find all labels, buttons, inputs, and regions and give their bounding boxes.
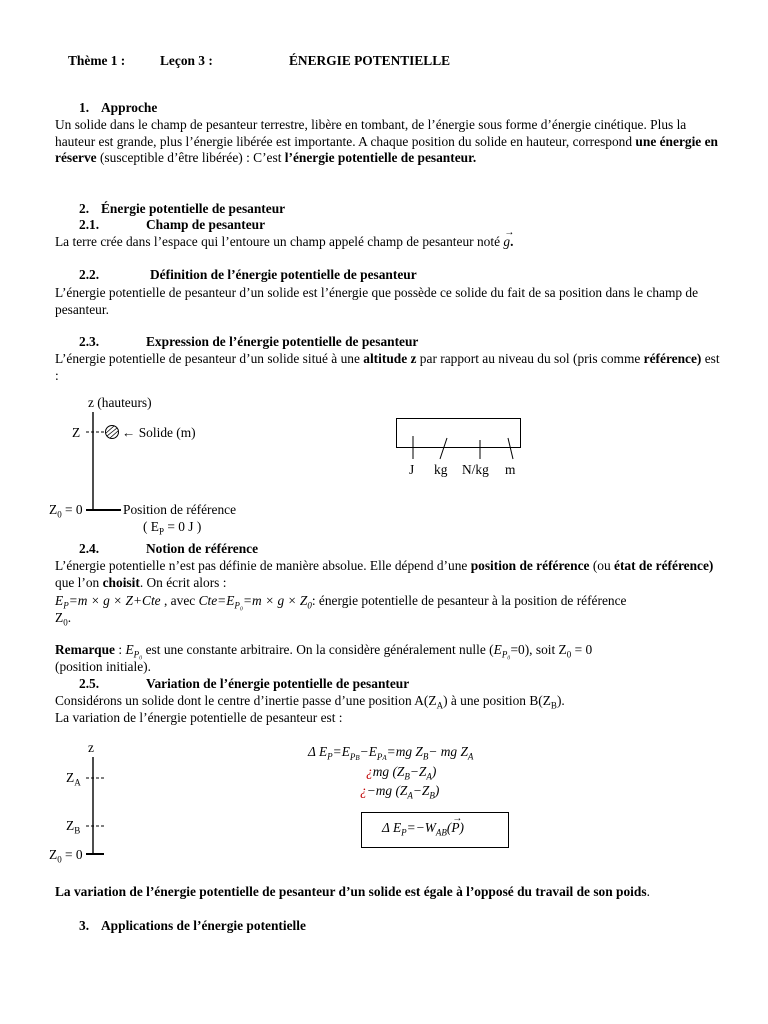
equation-variation-3: ¿−mg $(Z_A-Z_B)$ (360, 783, 440, 801)
result-equation: Δ $E_P=-W_{AB}$( → P) (382, 813, 465, 838)
header-lesson: Leçon 3 : (160, 53, 213, 68)
remark-second-line: (position initiale). (55, 659, 151, 674)
section-2-5-line-1: Considérons un solide dont le centre d’inertie passe d’une position $A(Z_A)$ à une position $B(Z_B)$. (55, 693, 565, 711)
diagram-1-axis-label: z (hauteurs) (88, 395, 152, 410)
section-1-number: 1. (79, 100, 90, 115)
diagram-2-axis-label: z (88, 740, 94, 755)
diagram-2-z0-label: $Z_0 = 0$ (49, 847, 83, 865)
unit-label-m: m (505, 462, 516, 477)
section-2-4-formula-line: $E_P=m \times g \times Z+Cte$ , avec $Cte=E_{P_0}=m \times g \times Z_0$: énergie potentielle de pesanteur à la position de référence (55, 593, 627, 611)
section-2-4-paragraph: L’énergie potentielle n’est pas définie de manière absolue. Elle dépend d’une position de référence (ou état de référence) que l’on choisit. On écrit alors : (55, 558, 714, 590)
section-2-1-text: La terre crée dans l’espace qui l’entoure un champ appelé champ de pesanteur noté → g. (55, 227, 515, 249)
p-vector-symbol: → P (451, 813, 463, 835)
section-2-5-number: 2.5. (79, 676, 100, 691)
section-2-3-text: L’énergie potentielle de pesanteur d’un solide situé à une altitude z par rapport au niveau du sol (pris comme référence) est : (55, 351, 720, 383)
equation-variation-1: Δ $E_P=E_{PB}-E_{PA}=mg$ $Z_B-$ mg $Z_A$ (308, 744, 474, 762)
section-1-title: Approche (101, 100, 158, 115)
section-2-3-number: 2.3. (79, 334, 100, 349)
section-2-number: 2. (79, 201, 90, 216)
section-2-4-number: 2.4. (79, 541, 100, 556)
section-2-4-z0-line: $Z_0$. (55, 610, 72, 628)
section-1-paragraph: Un solide dans le champ de pesanteur terrestre, libère en tombant, de l’énergie sous forme d’énergie cinétique. Plus la hauteur est grande, plus l’énergie libérée est importante. A chaque position du solide en hauteur, correspond une énergie en réserve (susceptible d’être libérée) : C’est l’énergie potentielle de pesanteur. (55, 117, 718, 165)
diagram-2-zb-label: $Z_B$ (66, 818, 81, 836)
section-2-2-title: Définition de l’énergie potentielle de pesanteur (150, 267, 417, 282)
section-3-title: Applications de l’énergie potentielle (101, 918, 306, 933)
g-vector-symbol: → g (503, 227, 515, 249)
section-2-5-line-2: La variation de l’énergie potentielle de pesanteur est : (55, 710, 343, 725)
section-2-1-title: Champ de pesanteur (146, 217, 266, 232)
diagram-1-z-label: Z (72, 425, 81, 440)
page-title: ÉNERGIE POTENTIELLE (289, 53, 451, 68)
section-2-1-number: 2.1. (79, 217, 100, 232)
remark-line: Remarque : $E_{P_0}$ est une constante arbitraire. On la considère généralement nulle $(E_{P_0}=0)$, soit $Z_0 = 0$ (55, 642, 593, 660)
equation-variation-2: ¿mg $(Z_B-Z_A)$ (366, 764, 437, 782)
unit-label-kg: kg (434, 462, 448, 477)
section-2-4-title: Notion de référence (146, 541, 259, 556)
diagram-1-solid-label: ← Solide (m) (122, 425, 196, 440)
section-2-3-title: Expression de l’énergie potentielle de pesanteur (146, 334, 419, 349)
section-2-title: Énergie potentielle de pesanteur (101, 201, 286, 216)
conclusion-text: La variation de l’énergie potentielle de pesanteur d’un solide est égale à l’opposé du travail de son poids. (55, 884, 650, 899)
diagram-1-reference-label: Position de référence (123, 502, 237, 517)
diagram-1-z0-label: $Z_0 = 0$ (49, 502, 83, 520)
section-3-number: 3. (79, 918, 90, 933)
diagram-2-za-label: $Z_A$ (66, 770, 81, 788)
unit-label-j: J (409, 462, 415, 477)
unit-label-n-per-kg: N/kg (462, 462, 489, 477)
header-theme: Thème 1 : (68, 53, 126, 68)
section-2-2-number: 2.2. (79, 267, 100, 282)
section-2-2-text: L’énergie potentielle de pesanteur d’un solide est l’énergie que possède ce solide du fait de sa position dans le champ de pesanteur. (55, 285, 699, 317)
section-2-5-title: Variation de l’énergie potentielle de pesanteur (146, 676, 410, 691)
diagram-1-reference-equation: ( $E_P = 0$ J ) (143, 519, 202, 537)
